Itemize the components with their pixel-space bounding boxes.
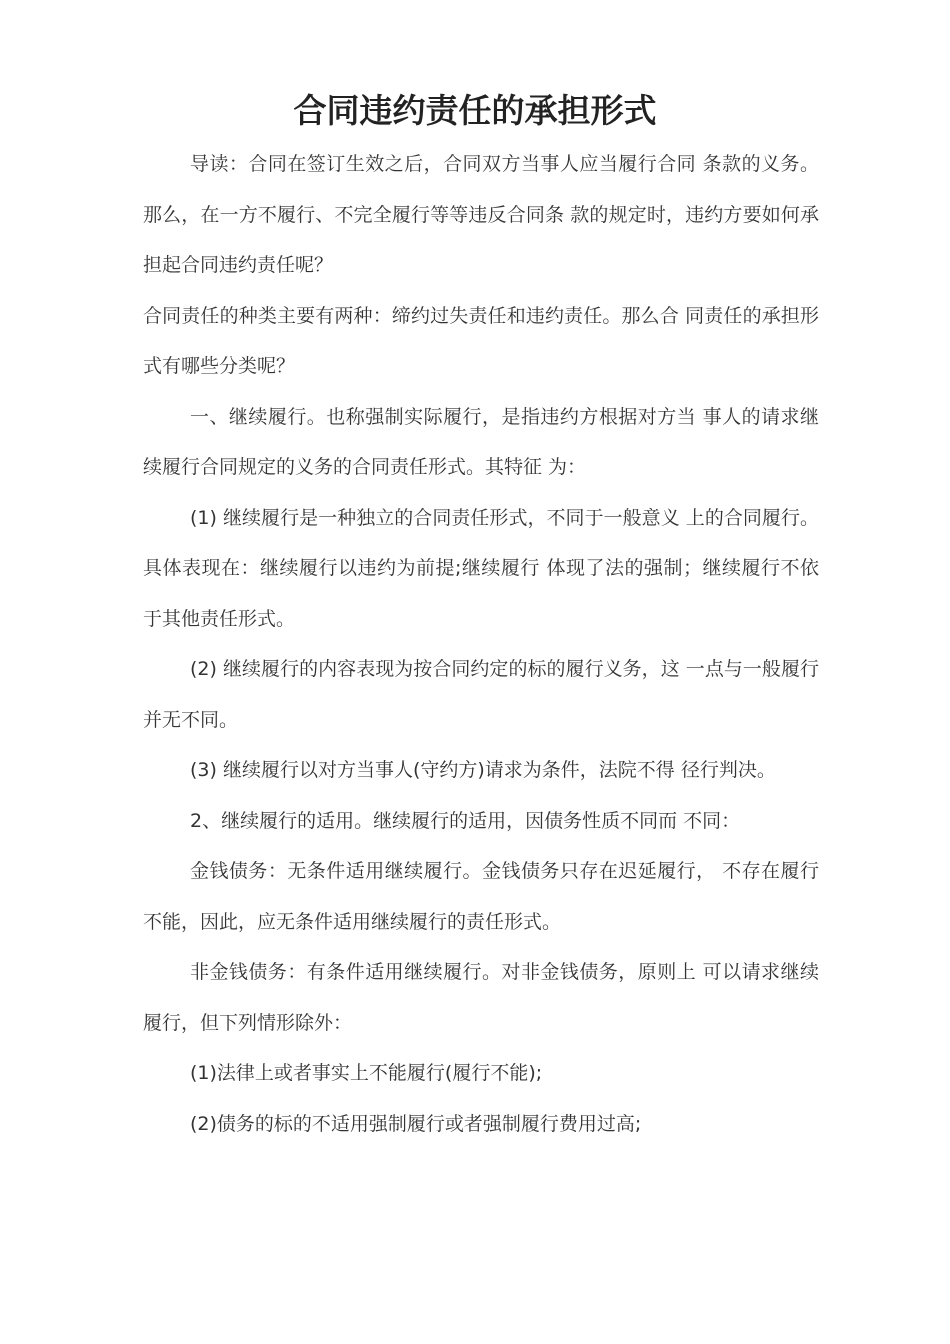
document-body — [143, 139, 819, 1149]
paragraph-exception-1: (1)法律上或者事实上不能履行(履行不能); — [190, 1062, 543, 1084]
paragraph-monetary-debt: 金钱债务：无条件适用继续履行。金钱债务只存在迟延履行， 不存在履行不能，因此，应无条件适用继续履行的责任形式。 — [143, 860, 819, 933]
document-title: 合同违约责任的承担形式 — [293, 91, 657, 130]
paragraph-intro: 导读：合同在签订生效之后，合同双方当事人应当履行合同 条款的义务。那么，在一方不履行、不完全履行等等违反合同条 款的规定时，违约方要如何承担起合同违约责任呢？ — [143, 153, 819, 276]
paragraph-feature-1: (1) 继续履行是一种独立的合同责任形式，不同于一般意义 上的合同履行。具体表现在：继续履行以违约为前提;继续履行 体现了法的强制；继续履行不依于其他责任形式。 — [143, 506, 819, 630]
paragraph-feature-3: (3) 继续履行以对方当事人(守约方)请求为条件，法院不得 径行判决。 — [190, 759, 776, 781]
paragraph-feature-2: (2) 继续履行的内容表现为按合同约定的标的履行义务，这 一点与一般履行并无不同。 — [143, 658, 819, 731]
paragraph-exception-2: (2)债务的标的不适用强制履行或者强制履行费用过高; — [190, 1112, 642, 1135]
paragraph-application: 2、继续履行的适用。继续履行的适用，因债务性质不同而 不同： — [190, 809, 741, 832]
paragraph-continued-performance: 一、继续履行。也称强制实际履行，是指违约方根据对方当 事人的请求继续履行合同规定的义务的合同责任形式。其特征 为： — [143, 405, 819, 478]
paragraph-liability-types: 合同责任的种类主要有两种：缔约过失责任和违约责任。那么合 同责任的承担形式有哪些分类呢？ — [143, 304, 819, 377]
paragraph-non-monetary-debt: 非金钱债务：有条件适用继续履行。对非金钱债务，原则上 可以请求继续履行，但下列情形除外： — [143, 961, 819, 1034]
